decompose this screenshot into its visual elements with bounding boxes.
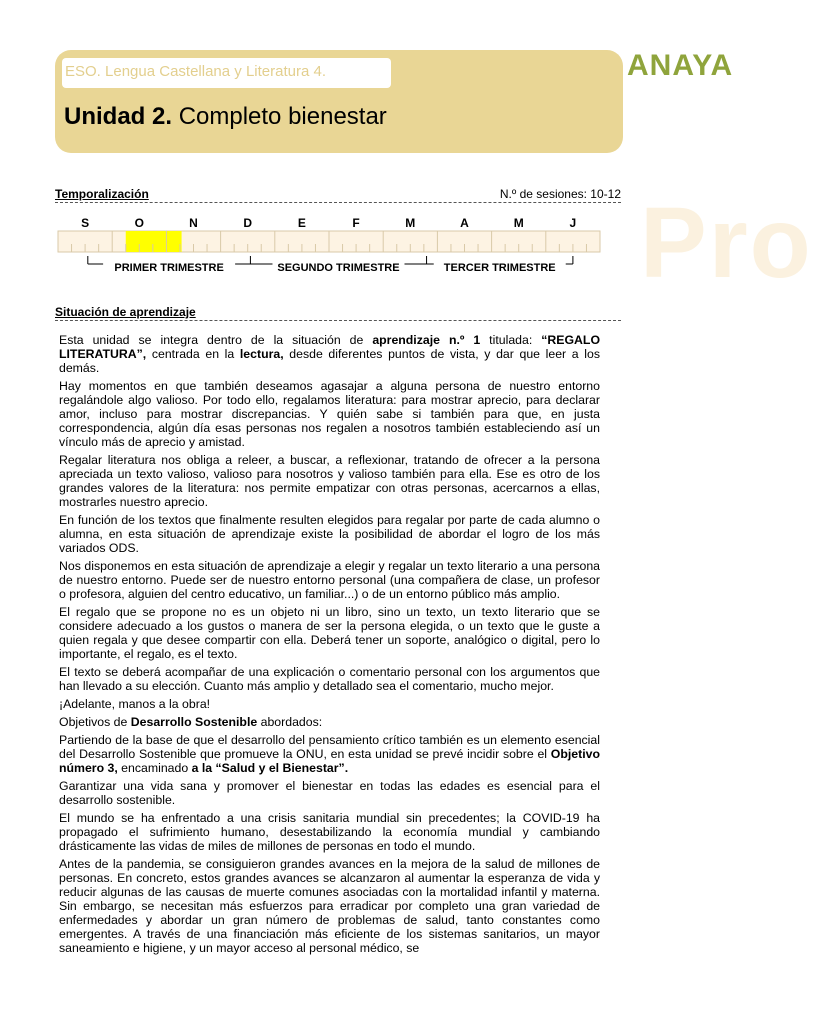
text-run: El regalo que se propone no es un objeto ni un libro, sino un texto, un texto literario que se considere adecuado a los gustos o manera de ser la persona elegida, o un texto que le guste a quien regala y que desee compartir con ella. Deberá tener un soporte, analógico o digital, pero lo importante, el regalo, es el texto. [59, 605, 600, 661]
sessions-count: N.º de sesiones: 10-12 [499, 187, 621, 201]
text-run: Garantizar una vida sana y promover el bienestar en todas las edades es esencial para el desarrollo sostenible. [59, 779, 600, 807]
text-run: centrada en la [146, 347, 240, 361]
text-run: El texto se deberá acompañar de una explicación o comentario personal con los argumentos que han llevado a su elección. Cuanto más amplio y detallado sea el comentario, mucho mejor. [59, 665, 600, 693]
unit-number: Unidad 2. [64, 103, 173, 130]
situacion-label: Situación de aprendizaje [55, 305, 196, 319]
month-label: E [297, 216, 306, 230]
month-label: A [460, 216, 469, 230]
bold-text-run: “REGALO LITERATURA”, [59, 333, 601, 361]
situacion-body [59, 333, 600, 959]
body-paragraph [59, 811, 600, 853]
text-run: Regalar literatura nos obliga a releer, a buscar, a reflexionar, tratando de ofrecer a la persona apreciada un texto valioso, valioso para nosotros y valioso también para ella. Ese es otro de los grandes valores de la literatura: nos permite empatizar con otras personas, acercarnos a ellas, mostrarles nuestro aprecio. [59, 453, 600, 509]
body-paragraph [59, 453, 600, 509]
timeline-highlight [126, 231, 182, 252]
temporalizacion-header [55, 187, 621, 203]
month-label: J [569, 216, 577, 230]
bold-text-run: lectura, [239, 347, 284, 361]
trimester-label: SEGUNDO TRIMESTRE [277, 262, 400, 274]
bold-text-run: aprendizaje n.º 1 [372, 333, 481, 347]
body-paragraph [59, 779, 600, 807]
temporalizacion-label: Temporalización [55, 187, 149, 201]
text-run: desde diferentes puntos de vista, y dar que leer a los demás. [59, 347, 600, 375]
text-run: Esta unidad se integra dentro de la situación de [59, 333, 373, 347]
text-run: El mundo se ha enfrentado a una crisis sanitaria mundial sin precedentes; la COVID-19 ha propagado el sufrimiento humano, desestabilizando la economía mundial y cambiando drásticamente las vidas de miles de millones de personas en todo el mundo. [59, 811, 600, 853]
text-run: ¡Adelante, manos a la obra! [59, 697, 211, 711]
text-run: titulada: [480, 333, 542, 347]
situacion-header [55, 305, 621, 321]
bold-text-run: a la “Salud y el Bienestar”. [191, 761, 349, 775]
text-run: abordados: [257, 715, 323, 729]
bold-text-run: Desarrollo Sostenible [130, 715, 258, 729]
subject-label: ESO. Lengua Castellana y Literatura 4. [62, 58, 391, 88]
text-run: Objetivos de [59, 715, 131, 729]
month-label: N [189, 216, 198, 230]
body-paragraph [59, 559, 600, 601]
month-label: S [81, 216, 90, 230]
trimester-label: TERCER TRIMESTRE [443, 262, 556, 274]
body-paragraph [59, 605, 600, 661]
body-paragraph [59, 715, 600, 729]
school-year-timeline [55, 214, 605, 280]
unit-name: Completo bienestar [178, 103, 387, 130]
trimester-label: PRIMER TRIMESTRE [114, 262, 224, 274]
body-paragraph [59, 733, 600, 775]
text-run: Partiendo de la base de que el desarrollo del pensamiento crítico también es un elemento esencial del Desarrollo Sostenible que promueve la ONU, en esta unidad se prevé incidir sobre el [59, 733, 600, 761]
text-run: En función de los textos que finalmente resulten elegidos para regalar por parte de cada alumno o alumna, en esta situación de aprendizaje existe la posibilidad de abordar el logro de los más variados ODS. [59, 513, 600, 555]
month-label: F [352, 216, 360, 230]
body-paragraph [59, 857, 600, 955]
month-label: O [134, 216, 144, 230]
body-paragraph [59, 697, 600, 711]
text-run: Hay momentos en que también deseamos agasajar a alguna persona de nuestro entorno regalándole algo valioso. Por todo ello, regalamos literatura: para mostrar aprecio, para declarar amor, incluso para mostrar discrepancias. Y quién sabe si también para que, en justa correspondencia, algún día esas personas nos regalen a nosotros también estableciendo así un vínculo más de aprecio y amistad. [59, 379, 600, 449]
bold-text-run: Objetivo número 3, [59, 747, 600, 775]
body-paragraph [59, 513, 600, 555]
month-label: D [243, 216, 253, 230]
watermark-text: Pro [640, 187, 813, 299]
text-run: Nos disponemos en esta situación de aprendizaje a elegir y regalar un texto literario a una persona de nuestro entorno. Puede ser de nuestro entorno personal (una compañera de clase, un profesor o profesora, alguien del centro educativo, un familiar...) o de un entorno público más amplio. [59, 559, 600, 601]
text-run: Antes de la pandemia, se consiguieron grandes avances en la mejora de la salud de millones de personas. En concreto, estos grandes avances se alcanzaron al aumentar la esperanza de vida y reducir algunas de las causas de muerte comunes asociadas con la mortalidad infantil y materna. Sin embargo, se necesitan más esfuerzos para erradicar por completo una gran variedad de enfermedades y abordar un gran número de problemas de salud, tanto constantes como emergentes. A través de una financiación más eficiente de los sistemas sanitarios, un mayor saneamiento e higiene, y un mayor acceso al personal médico, se [59, 857, 600, 955]
text-run: encaminado [117, 761, 192, 775]
body-paragraph [59, 665, 600, 693]
anaya-logo [626, 46, 750, 84]
body-paragraph [59, 379, 600, 449]
unit-title [64, 103, 387, 131]
body-paragraph [59, 333, 600, 375]
anaya-logo-text: ANAYA [627, 49, 734, 82]
month-label: M [513, 216, 524, 230]
month-label: M [405, 216, 416, 230]
